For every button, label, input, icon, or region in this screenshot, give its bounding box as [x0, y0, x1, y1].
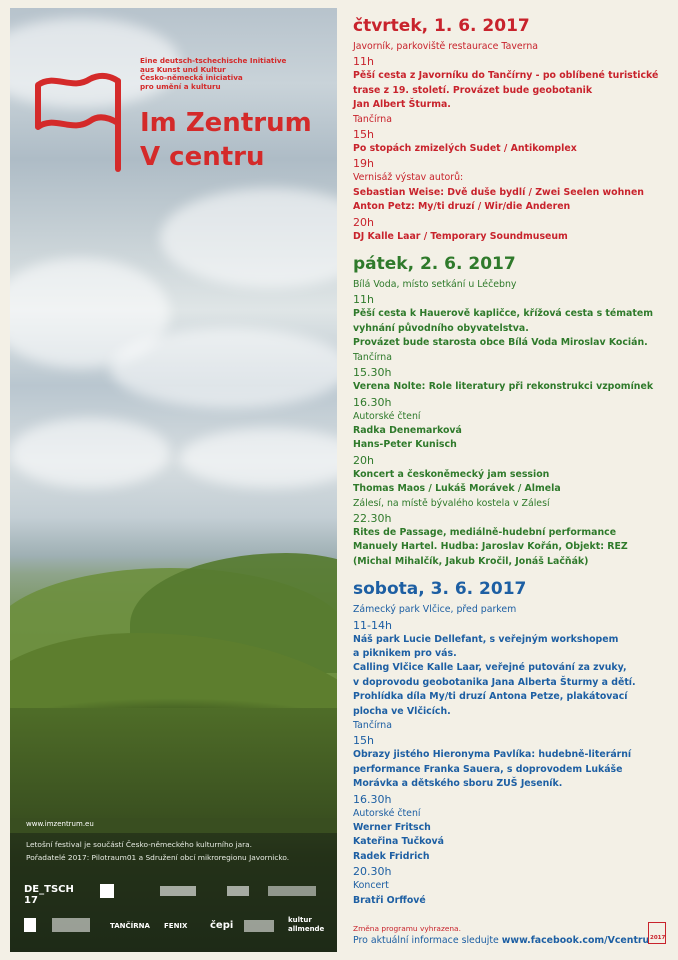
event-description: Provázet bude starosta obce Bílá Voda Miroslav Kocián.	[353, 337, 648, 349]
facebook-link[interactable]: www.facebook.com/Vcentru	[501, 935, 650, 946]
event-location: Autorské čtení	[353, 410, 421, 422]
brand-title	[140, 106, 312, 174]
event-description: a piknikem pro vás.	[353, 647, 457, 659]
program-schedule	[353, 14, 671, 908]
event-description: plocha ve Vlčicích.	[353, 705, 451, 717]
event-description: Anton Petz: My/ti druzí / Wir/die Anderen	[353, 201, 571, 213]
credits-text	[26, 838, 326, 864]
flag-logo-icon	[32, 65, 122, 175]
event-location: Tančírna	[353, 113, 392, 125]
event-location: Tančírna	[353, 720, 392, 731]
partner-logo-icon	[268, 886, 316, 896]
poster-image-panel	[10, 8, 337, 952]
event-description: vyhnání původního obyvatelstva.	[353, 322, 529, 334]
kultur-text: kultur	[288, 916, 312, 924]
event-description: Rites de Passage, mediálně-hudební performance	[353, 526, 617, 538]
event-location: Tančírna	[353, 351, 392, 363]
day-title: pátek, 2. 6. 2017	[353, 254, 516, 275]
event-description: Calling Vlčice Kalle Laar, veřejné putování za zvuky,	[353, 662, 627, 674]
event-description: Thomas Maos / Lukáš Morávek / Almela	[353, 483, 561, 495]
info-prefix: Pro aktuální informace sledujte	[353, 935, 502, 946]
cepi-logo: čepi	[210, 920, 234, 931]
event-location: Javorník, parkoviště restaurace Taverna	[353, 41, 539, 52]
detsch-logo-year: 17	[24, 895, 38, 906]
ministry-logo-icon	[160, 886, 196, 896]
cloud	[160, 188, 337, 288]
event-time: 15h	[353, 734, 374, 748]
event-description: Radek Fridrich	[353, 850, 430, 862]
credits-line: Pořadatelé 2017: Pilotraum01 a Sdružení obcí mikroregionu Javornicko.	[26, 853, 290, 862]
website-text: www.imzentrum.eu	[26, 820, 94, 828]
day-title: čtvrtek, 1. 6. 2017	[353, 16, 530, 36]
event-description: Pěší cesta k Hauerově kapličce, křížová cesta s tématem	[353, 308, 653, 320]
day-block	[353, 577, 671, 908]
partner-logo-icon	[227, 886, 249, 896]
info-line	[353, 934, 671, 947]
sponsor-mark-icon	[100, 884, 114, 898]
event-description: Verena Nolte: Role literatury při rekonstrukci vzpomínek	[353, 381, 654, 393]
meadow	[10, 708, 337, 818]
cloud	[180, 428, 337, 488]
event-location: Autorské čtení	[353, 807, 421, 819]
allmende-text: allmende	[288, 925, 325, 933]
cloud	[10, 418, 170, 488]
event-description: Hans-Peter Kunisch	[353, 439, 457, 451]
event-location: Koncert	[353, 880, 389, 892]
event-location: Zálesí, na místě bývalého kostela v Zálesí	[353, 497, 550, 509]
event-time: 20.30h	[353, 865, 392, 879]
event-description: Sebastian Weise: Dvě duše bydlí / Zwei Seelen wohnen	[353, 186, 644, 198]
sponsor-logos	[22, 882, 332, 952]
detsch-logo-text: DE_TSCH	[24, 884, 74, 895]
event-location: Zámecký park Vlčice, před parkem	[353, 604, 517, 616]
cloud	[110, 328, 337, 408]
credits-line: Letošní festival je součástí Česko-německého kulturního jara.	[26, 840, 253, 849]
event-location: Bílá Voda, místo setkání u Léčebny	[353, 279, 517, 291]
brand-line-cz: V centru	[140, 142, 265, 172]
event-description: Radka Denemarková	[353, 424, 462, 436]
event-description: Morávka a dětského sboru ZUŠ Jeseník.	[353, 778, 563, 790]
event-time: 11h	[353, 55, 374, 69]
event-time: 11h	[353, 293, 374, 307]
tancirna-logo: TANČÍRNA	[110, 922, 150, 930]
initiative-line: aus Kunst und Kultur	[140, 64, 226, 74]
detsch-logo	[24, 884, 74, 906]
event-time: 15h	[353, 128, 374, 142]
initiative-line: Česko-německá iniciativa	[140, 73, 243, 83]
event-location: Vernisáž výstav autorů:	[353, 172, 464, 184]
event-description: Manuely Hartel. Hudba: Jaroslav Kořán, Objekt: REZ	[353, 541, 628, 553]
event-description: Pěší cesta z Javorníku do Tančírny - po oblíbené turistické	[353, 70, 659, 82]
ministry-culture-logo-icon	[244, 920, 274, 932]
event-description: Koncert a českoněmecký jam session	[353, 468, 550, 480]
event-description: Werner Fritsch	[353, 822, 431, 834]
change-note: Změna programu vyhrazena.	[353, 924, 461, 933]
brand-line-de: Im Zentrum	[140, 108, 312, 138]
event-description: Náš park Lucie Dellefant, s veřejným workshopem	[353, 633, 619, 645]
program-footer	[353, 924, 671, 947]
event-description: Prohlídka díla My/ti druzí Antona Petze, plakátovací	[353, 691, 628, 703]
event-time: 16.30h	[353, 395, 392, 409]
event-time: 20h	[353, 215, 374, 229]
year-badge	[648, 922, 666, 944]
pilotraum-logo-icon	[24, 918, 36, 932]
initiative-text	[140, 57, 286, 91]
event-time: 20h	[353, 453, 374, 467]
event-description: Po stopách zmizelých Sudet / Antikomplex	[353, 143, 577, 155]
mikroregion-logo-icon	[52, 918, 90, 932]
event-description: performance Franka Sauera, s doprovodem Lukáše	[353, 763, 623, 775]
event-description: Kateřina Tučková	[353, 836, 444, 848]
event-description: Obrazy jistého Hieronyma Pavlíka: hudebně-literární	[353, 749, 632, 761]
event-description: trase z 19. století. Provázet bude geobotanik	[353, 84, 593, 96]
initiative-line: pro umění a kulturu	[140, 81, 221, 91]
day-title: sobota, 3. 6. 2017	[353, 579, 527, 600]
event-description: v doprovodu geobotanika Jana Alberta Šturmy a dětí.	[353, 676, 636, 688]
initiative-line: Eine deutsch-tschechische Initiative	[140, 56, 287, 65]
event-time: 11-14h	[353, 618, 392, 632]
event-description: Jan Albert Šturma.	[353, 99, 451, 111]
day-block	[353, 252, 671, 569]
event-time: 22.30h	[353, 511, 392, 525]
event-time: 16.30h	[353, 792, 392, 806]
event-time: 15.30h	[353, 366, 392, 380]
event-time: 19h	[353, 157, 374, 171]
event-description: DJ Kalle Laar / Temporary Soundmuseum	[353, 230, 568, 242]
day-block	[353, 14, 671, 244]
event-description: (Michal Mihalčík, Jakub Kročil, Jonáš Lačňák)	[353, 555, 589, 567]
badge-year: 2017	[650, 935, 666, 941]
event-description: Bratři Orffové	[353, 894, 426, 906]
kultur-allmende-logo	[288, 916, 324, 934]
fenix-logo: FENIX	[164, 922, 188, 930]
